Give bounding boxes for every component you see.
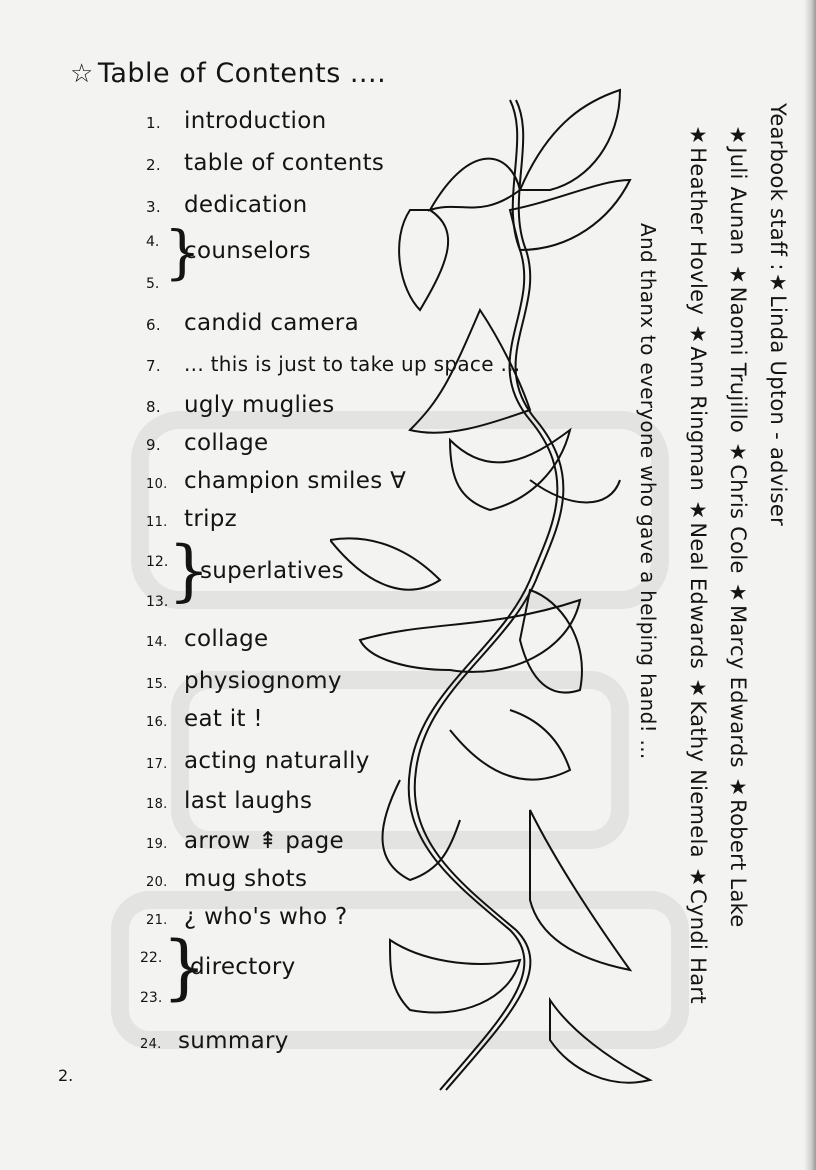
toc-number: 23. [140, 990, 163, 1006]
toc-entry: 16. eat it ! [146, 706, 263, 732]
toc-number: 5. [146, 276, 160, 292]
toc-number: 12. [146, 554, 169, 570]
brace-bracket: } [162, 926, 207, 1008]
toc-number: 13. [146, 594, 169, 610]
toc-entry: 8. ugly muglies [146, 392, 335, 418]
staff-member: ★Robert Lake [726, 774, 750, 928]
thanks-line: And thanx to everyone who gave a helping hand! ... [636, 223, 660, 760]
brace-bracket: } [164, 218, 201, 286]
toc-entry: 6. candid camera [146, 310, 359, 336]
staff-member: ★Kathy Niemela [686, 676, 710, 858]
staff-member: ★Juli Aunan [726, 123, 750, 256]
staff-member: ★Neal Edwards [686, 498, 710, 670]
page-number: 2. [58, 1066, 74, 1085]
toc-entry: directory [190, 954, 296, 980]
toc-entry: 20. mug shots [146, 866, 308, 892]
toc-entry: 21. ¿ who's who ? [146, 904, 348, 930]
staff-member: ★Chris Cole [726, 440, 750, 574]
brace-bracket: } [168, 532, 210, 609]
toc-number: 22. [140, 950, 163, 966]
title-text: Table of Contents .... [97, 58, 387, 89]
toc-entry: 2. table of contents [146, 150, 385, 176]
staff-line-3 [686, 123, 710, 1004]
page-title [70, 58, 386, 89]
staff-member: ★Cyndi Hart [686, 864, 710, 1004]
toc-entry: 14. collage [146, 626, 269, 652]
toc-entry: 7. ... this is just to take up space ... [146, 352, 521, 376]
toc-entry: 11. tripz [146, 506, 238, 532]
toc-entry: superlatives [200, 558, 345, 584]
page-edge [804, 0, 816, 1170]
staff-line-1 [766, 103, 790, 526]
toc-entry: 18. last laughs [146, 788, 313, 814]
toc-entry: 24. summary [140, 1028, 289, 1054]
toc-entry: 15. physiognomy [146, 668, 342, 694]
toc-entry: 1. introduction [146, 108, 327, 134]
staff-member: ★Ann Ringman [686, 322, 710, 492]
staff-member: ★Naomi Trujillo [726, 262, 750, 434]
toc-number: 4. [146, 234, 160, 250]
toc-entry: 3. dedication [146, 192, 308, 218]
staff-heading: Yearbook staff : [766, 103, 790, 271]
toc-entry: 9. collage [146, 430, 269, 456]
staff-member: ★Heather Hovley [686, 123, 710, 316]
staff-adviser: ★Linda Upton - adviser [766, 270, 790, 527]
toc-entry: 19. arrow ⇞ page [146, 828, 344, 854]
star-icon: ☆ [70, 59, 94, 89]
toc-entry: 17. acting naturally [146, 748, 370, 774]
toc-entry: 10. champion smiles ∀ [146, 468, 407, 494]
toc-entry: counselors [184, 238, 311, 264]
staff-credits [570, 103, 790, 1043]
staff-member: ★Marcy Edwards [726, 580, 750, 768]
staff-line-2 [726, 123, 750, 928]
